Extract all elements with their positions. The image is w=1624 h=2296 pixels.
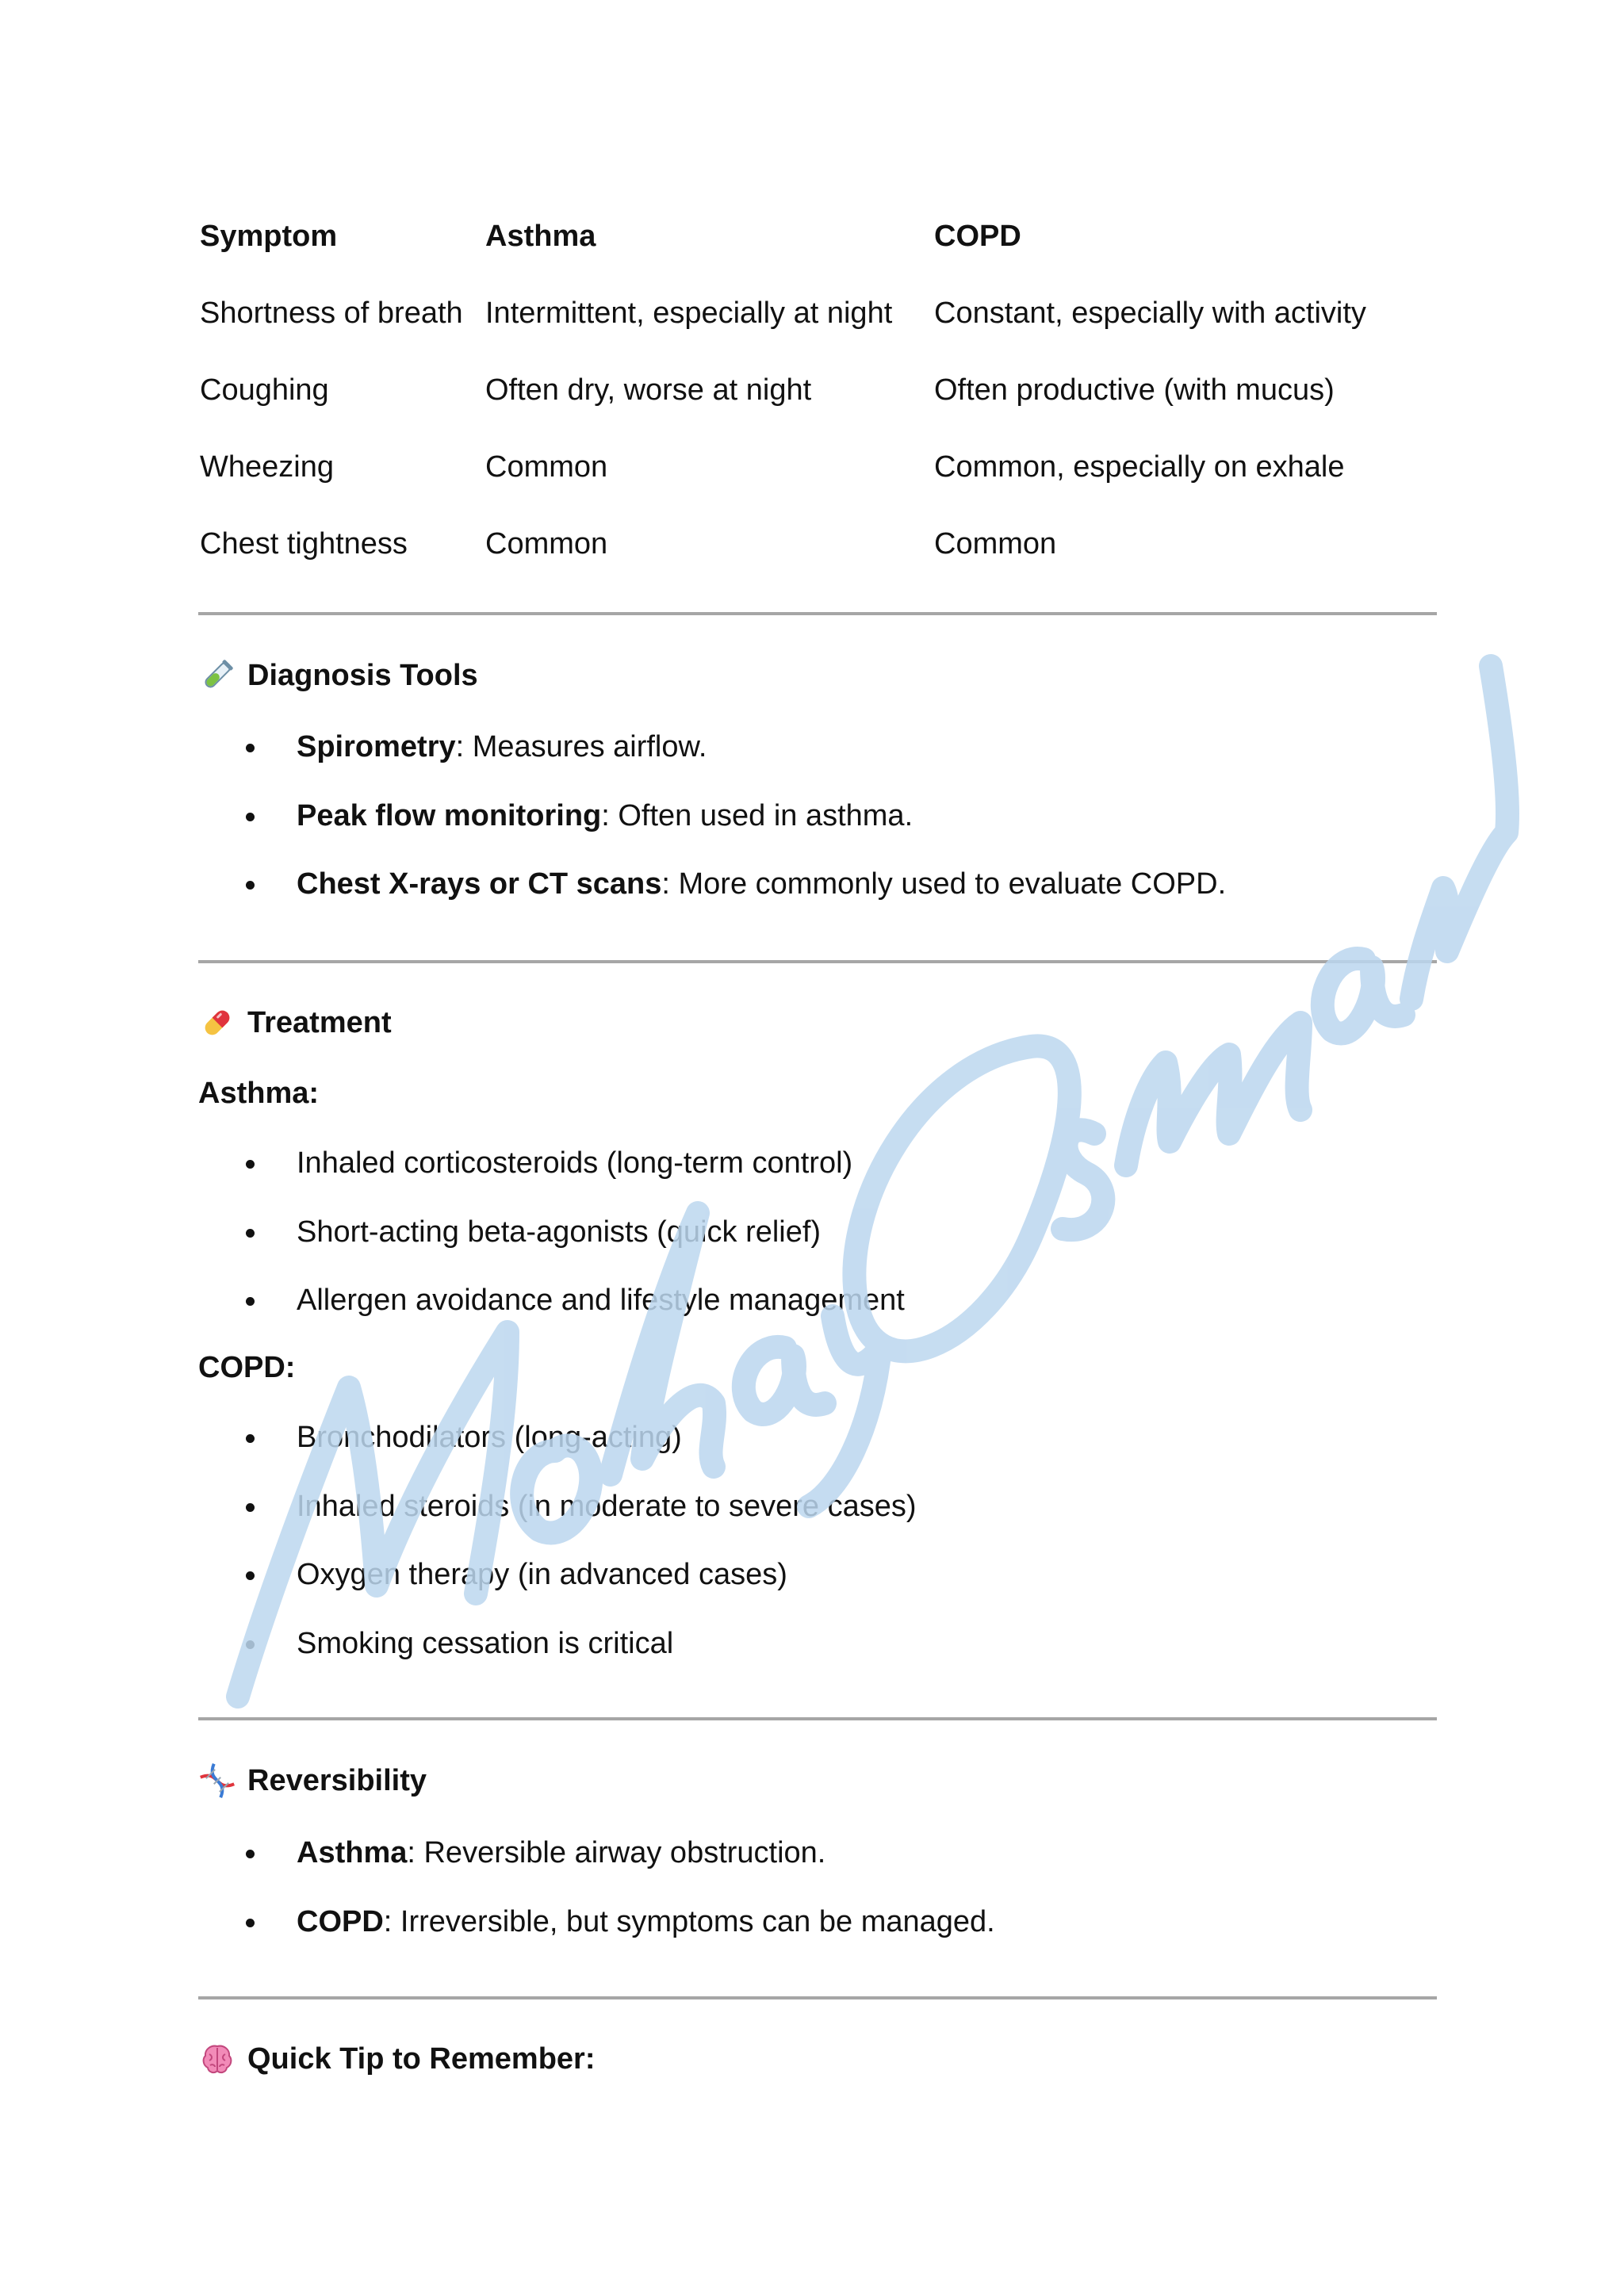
list-item: Oxygen therapy (in advanced cases) <box>246 1540 917 1609</box>
list-item: Inhaled steroids (in moderate to severe cases) <box>246 1472 917 1541</box>
list-item-text: : Irreversible, but symptoms can be managed. <box>383 1904 995 1938</box>
symptom-table <box>200 198 1410 583</box>
list-item: Allergen avoidance and lifestyle management <box>246 1266 905 1335</box>
section-heading-treatment <box>200 1005 392 1040</box>
section-heading-diagnosis <box>200 658 478 693</box>
list-item <box>246 1819 995 1888</box>
horizontal-rule <box>198 960 1437 963</box>
subheading-asthma: Asthma: <box>198 1077 320 1110</box>
table-cell: Common <box>485 527 608 561</box>
list-item <box>246 1888 995 1957</box>
section-title: Treatment <box>247 1005 392 1039</box>
list-item-term: Spirometry <box>297 730 456 763</box>
table-cell: Common <box>934 527 1057 561</box>
table-cell: Shortness of breath <box>200 297 463 330</box>
table-cell: Intermittent, especially at night <box>485 297 893 330</box>
table-row <box>200 352 1410 429</box>
section-title: Quick Tip to Remember: <box>247 2042 596 2076</box>
table-cell: Coughing <box>200 373 329 407</box>
section-heading-reversibility <box>200 1763 427 1798</box>
table-row <box>200 429 1410 506</box>
list-item-term: COPD <box>297 1904 384 1938</box>
list-item-term: Chest X-rays or CT scans <box>297 867 662 901</box>
list-item: Inhaled corticosteroids (long-term control) <box>246 1129 905 1198</box>
section-title: Reversibility <box>247 1763 427 1797</box>
table-header-cell: Asthma <box>485 220 596 253</box>
horizontal-rule <box>198 612 1437 615</box>
table-cell: Common, especially on exhale <box>934 450 1345 484</box>
list-item-term: Peak flow monitoring <box>297 798 602 832</box>
asthma-treatment-list <box>246 1129 905 1335</box>
table-row <box>200 275 1410 352</box>
diagnosis-list <box>246 713 1226 919</box>
table-header-row <box>200 198 1410 275</box>
subheading-copd: COPD: <box>198 1351 296 1384</box>
table-cell: Often dry, worse at night <box>485 373 812 407</box>
section-heading-quick-tip <box>200 2042 596 2076</box>
list-item: Smoking cessation is critical <box>246 1609 917 1678</box>
list-item: Short-acting beta-agonists (quick relief) <box>246 1198 905 1267</box>
list-item: Bronchodilators (long-acting) <box>246 1403 917 1472</box>
section-title: Diagnosis Tools <box>247 658 478 692</box>
horizontal-rule <box>198 1717 1437 1720</box>
dna-icon <box>200 1763 235 1798</box>
table-cell: Wheezing <box>200 450 334 484</box>
list-item-term: Asthma <box>297 1836 408 1869</box>
table-header-cell: Symptom <box>200 220 338 253</box>
list-item <box>246 713 1226 782</box>
copd-treatment-list <box>246 1403 917 1678</box>
list-item-text: : Measures airflow. <box>455 730 707 763</box>
list-item <box>246 782 1226 851</box>
list-item <box>246 850 1226 919</box>
brain-icon <box>200 2042 235 2076</box>
list-item-text: : Often used in asthma. <box>601 798 914 832</box>
pill-icon <box>200 1005 235 1040</box>
list-item-text: : Reversible airway obstruction. <box>407 1836 826 1869</box>
table-header-cell: COPD <box>934 220 1021 253</box>
reversibility-list <box>246 1819 995 1956</box>
table-cell: Often productive (with mucus) <box>934 373 1335 407</box>
list-item-text: : More commonly used to evaluate COPD. <box>661 867 1227 901</box>
table-row <box>200 506 1410 583</box>
test-tube-icon <box>200 658 235 693</box>
table-cell: Chest tightness <box>200 527 408 561</box>
table-cell: Constant, especially with activity <box>934 297 1366 330</box>
table-cell: Common <box>485 450 608 484</box>
horizontal-rule <box>198 1996 1437 1999</box>
